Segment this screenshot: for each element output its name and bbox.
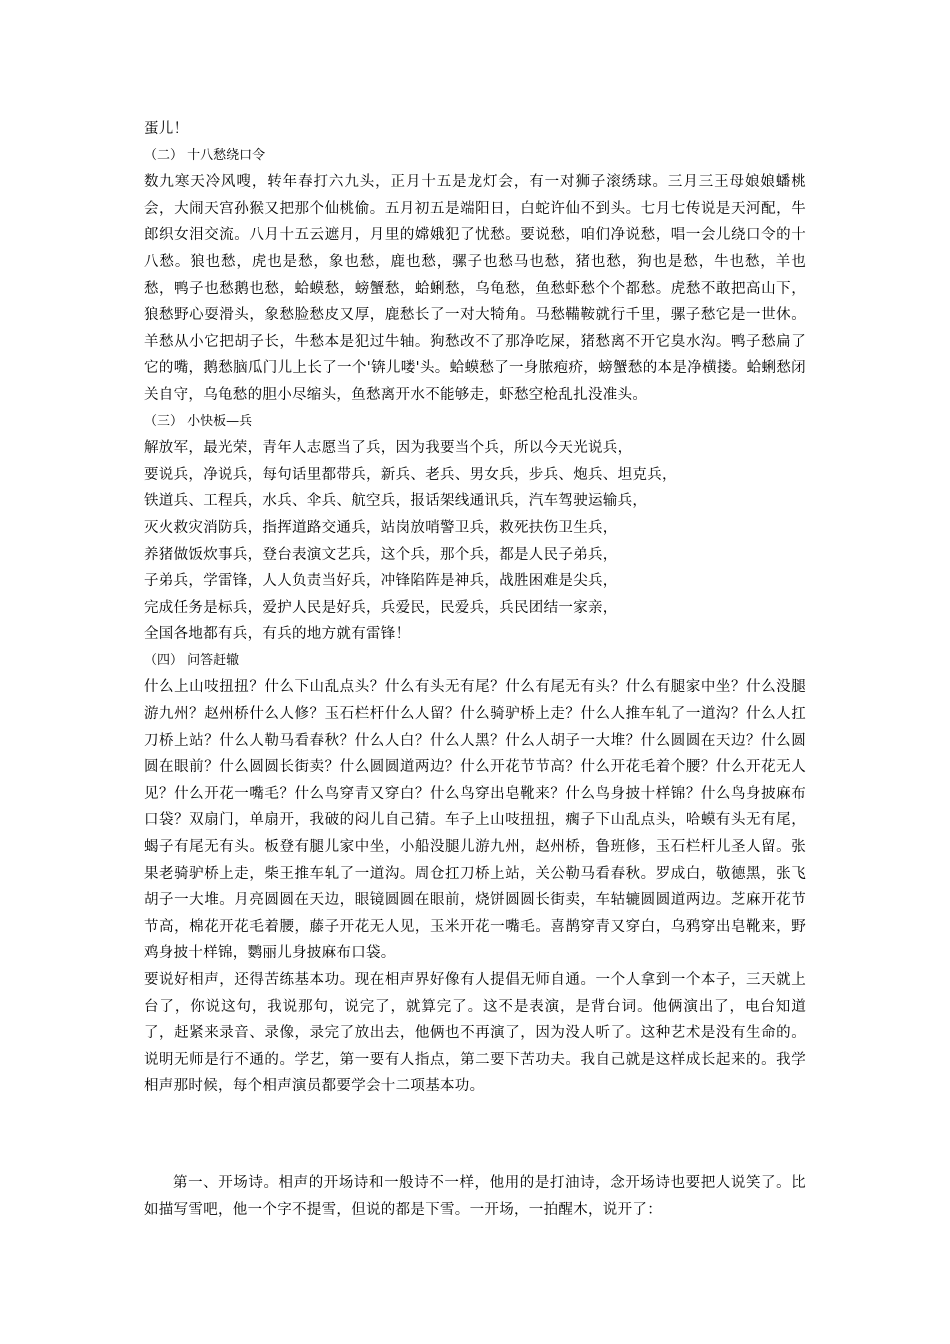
clapper-rhyme-line: 铁道兵、工程兵，水兵、伞兵、航空兵，报话架线通讯兵，汽车驾驶运输兵，	[144, 493, 648, 510]
section-heading-tongue-twister: （二） 十八愁绕口令	[144, 147, 266, 163]
clapper-rhyme-line: 完成任务是标兵，爱护人民是好兵，兵爱民，民爱兵，兵民团结一家亲，	[144, 599, 618, 616]
clapper-rhyme-line: 子弟兵，学雷锋，人人负责当好兵，冲锋陷阵是神兵，战胜困难是尖兵，	[144, 573, 618, 590]
document-page	[144, 116, 806, 1223]
clapper-rhyme-line: 全国各地都有兵，有兵的地方就有雷锋！	[144, 626, 411, 643]
section-heading-question-answer: （四） 问答赶辙	[144, 652, 240, 668]
question-answer-body: 什么上山吱扭扭？什么下山乱点头？什么有头无有尾？什么有尾无有头？什么有腿家中坐？什么没腿游九州？赵州桥什么人修？玉石栏杆什么人留？什么骑驴桥上走？什么人推车轧了一道沟？什么人扛刀桥上站？什么人勒马看春秋？什么人白？什么人黑？什么人胡子一大堆？什么圆圆在天边？什么圆圆在眼前？什么圆圆长街卖？什么圆圆道两边？什么开花节节高？什么开花毛着个腰？什么开花无人见？什么开花一嘴毛？什么鸟穿青又穿白？什么鸟穿出皂靴来？什么鸟身披十样锦？什么鸟身披麻布口袋？双扇门，单扇开，我破的闷儿自己猜。车子上山吱扭扭，瘸子下山乱点头，哈蟆有头无有尾，蝎子有尾无有头。板登有腿儿家中坐，小船没腿儿游九州，赵州桥，鲁班修，玉石栏杆儿圣人留。张果老骑驴桥上走，柴王推车轧了一道沟。周仓扛刀桥上站，关公勒马看春秋。罗成白，敬德黑，张飞胡子一大堆。月亮圆圆在天边，眼镜圆圆在眼前，烧饼圆圆长街卖，车轱辘圆圆道两边。芝麻开花节节高，棉花开花毛着腰，藤子开花无人见，玉米开花一嘴毛。喜鹊穿青又穿白，乌鸦穿出皂靴来，野鸡身披十样锦，鹦丽儿身披麻布口袋。	[144, 679, 806, 962]
section-heading-clapper-rhyme: （三） 小快板—兵	[144, 413, 253, 429]
opening-line: 蛋儿！	[144, 121, 189, 137]
clapper-rhyme-line: 解放军，最光荣，青年人志愿当了兵，因为我要当个兵，所以今天光说兵，	[144, 440, 633, 457]
paragraph-spacer	[144, 1100, 806, 1170]
clapper-rhyme-line: 灭火救灾消防兵，指挥道路交通兵，站岗放哨警卫兵，救死扶伤卫生兵，	[144, 519, 618, 536]
clapper-rhyme-line: 要说兵，净说兵，每句话里都带兵，新兵、老兵、男女兵，步兵、炮兵、坦克兵，	[144, 466, 677, 483]
clapper-rhyme-line: 养猪做饭炊事兵，登台表演文艺兵，这个兵，那个兵，都是人民子弟兵，	[144, 546, 618, 563]
closing-paragraph: 要说好相声，还得苦练基本功。现在相声界好像有人提倡无师自通。一个人拿到一个本子，三天就上台了，你说这句，我说那句，说完了，就算完了。这不是表演，是背台词。他俩演出了，电台知道了，赶紧来录音、录像，录完了放出去，他俩也不再演了，因为没人听了。这种艺术是没有生命的。说明无师是行不通的。学艺，第一要有人指点，第二要下苦功夫。我自己就是这样成长起来的。我学相声那时候，每个相声演员都要学会十二项基本功。	[144, 972, 806, 1095]
final-paragraph: 第一、开场诗。相声的开场诗和一般诗不一样，他用的是打油诗，念开场诗也要把人说笑了。比如描写雪吧，他一个字不提雪，但说的都是下雪。一开场，一拍醒木，说开了：	[144, 1174, 806, 1218]
tongue-twister-body: 数九寒天冷风嗖，转年春打六九头，正月十五是龙灯会，有一对狮子滚绣球。三月三王母娘娘蟠桃会，大闹天宫孙猴又把那个仙桃偷。五月初五是端阳日，白蛇许仙不到头。七月七传说是天河配，牛郎织女泪交流。八月十五云遮月，月里的嫦娥犯了忧愁。要说愁，咱们净说愁，唱一会儿绕口令的十八愁。狼也愁，虎也是愁，象也愁，鹿也愁，骡子也愁马也愁，猪也愁，狗也是愁，牛也愁，羊也愁，鸭子也愁鹅也愁，蛤蟆愁，螃蟹愁，蛤蜊愁，乌龟愁，鱼愁虾愁个个都愁。虎愁不敢把高山下，狼愁野心耍滑头，象愁脸愁皮又厚，鹿愁长了一对大犄角。马愁鞴鞍就行千里，骡子愁它是一世休。羊愁从小它把胡子长，牛愁本是犯过牛轴。狗愁改不了那净吃屎，猪愁离不开它臭水沟。鸭子愁扁了它的嘴，鹅愁脑瓜门儿上长了一个'锛儿喽'头。蛤蟆愁了一身脓疱疥，螃蟹愁的本是净横搂。蛤蜊愁闭关自守，乌龟愁的胆小尽缩头，鱼愁离开水不能够走，虾愁空枪乱扎没准头。	[144, 174, 806, 403]
